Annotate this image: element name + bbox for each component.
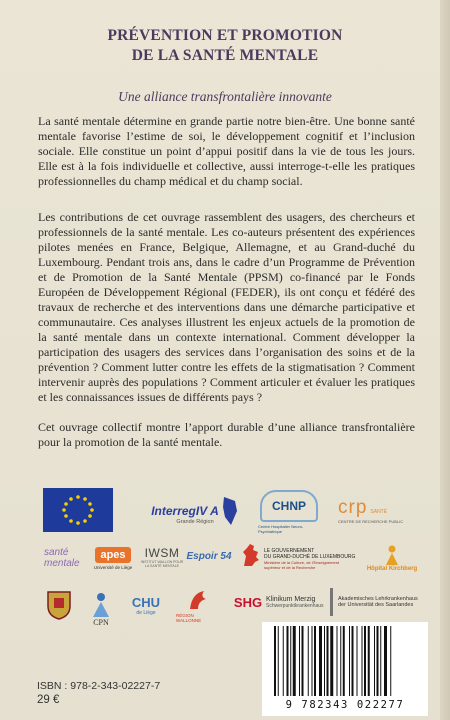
- divider: [330, 588, 333, 616]
- barcode-digits: 9 782343 022277: [285, 699, 405, 711]
- kirchberg-label: Hôpital Kirchberg: [366, 566, 418, 572]
- chu-label: CHU: [131, 594, 161, 610]
- shg-label: SHG: [233, 594, 263, 610]
- iwsm-sub: INSTITUT WALLON POUR LA SANTÉ MENTALE: [140, 560, 184, 568]
- eu-stars-icon: [43, 488, 113, 532]
- sante-mentale-label: santé mentale: [44, 547, 80, 569]
- paragraph-contributions: Les contributions de cet ouvrage rassemblent des usagers, des chercheurs et professionnels de la santé mentale. Les co-auteurs présentent des expériences pilotes menées en France, Belgique, Allemagne, et au Grand-duché du Luxembourg. Pendant trois ans, dans le cadre d’un Programme de Prévention et de Promotion de la Santé Mentale (PPSM) co-financé par le Fonds Européen de Développement Régional (FEDER), ils ont conçu et fédéré des travaux de recherche et des interventions dans une démarche participative et communautaire. Ces analyses illustrent les enjeux actuels de la promotion de la santé mentale dans un contexte international. Comment développer la participation des usagers des services dans l’organisation des soins et de la prévention ? Comment lutter contre les effets de la stigmatisation ? Comment intervenir auprès des populations ? Comment articuler et évaluer les pratiques et les connaissances issues de différents pays ?: [38, 210, 415, 404]
- saarland-university-logo: [338, 590, 428, 614]
- barcode-bars: [272, 626, 418, 698]
- gov-line-2: DU GRAND-DUCHÉ DE LUXEMBOURG: [264, 554, 356, 560]
- figure-icon: [89, 592, 113, 618]
- barcode: [262, 622, 428, 716]
- chu-sub: de Liège: [136, 609, 156, 616]
- klinikum-merzig-logo: [266, 590, 328, 614]
- luxembourg-lion-icon: [240, 542, 262, 568]
- subtitle: Une alliance transfrontalière innovante: [118, 89, 332, 104]
- crp-sub: CENTRE DE RECHERCHE PUBLIC: [338, 518, 404, 524]
- chnp-sub: Centre Hospitalier Neuro-Psychiatrique: [258, 524, 304, 534]
- title-line-1: PRÉVENTION ET PROMOTION: [107, 27, 343, 44]
- crp-sante-logo: [338, 488, 416, 532]
- chu-liege-logo: [126, 590, 166, 620]
- merzig-line-1: Klinikum Merzig: [266, 595, 316, 603]
- paragraph-conclusion: Cet ouvrage collectif montre l’apport durable d’une alliance transfrontalière pour la promotion de la santé mentale.: [38, 420, 415, 449]
- gov-line-1: LE GOUVERNEMENT: [264, 548, 315, 554]
- interreg-logo: [150, 486, 240, 534]
- crp-label: crp: [338, 496, 368, 518]
- iwsm-label: IWSM: [144, 546, 180, 560]
- gov-line-3: Ministère de la Culture, de l'Enseignement supérieur et de la Recherche: [264, 560, 340, 570]
- cpn-logo: [84, 588, 118, 630]
- rooster-icon: [186, 587, 210, 613]
- espoir-label: Espoir 54: [186, 550, 232, 562]
- apes-label: apes: [95, 547, 130, 563]
- chnp-logo: [258, 490, 320, 534]
- apes-sub: Université de Liège: [93, 564, 133, 570]
- wallonie-label: RÉGION WALLONNE: [176, 613, 202, 623]
- person-icon: [384, 544, 400, 566]
- hopital-kirchberg-logo: [362, 538, 422, 578]
- interreg-sub: Grande Région: [176, 519, 214, 525]
- interreg-label: InterregIV A: [151, 504, 219, 518]
- map-icon: [221, 495, 239, 527]
- saarland-line-2: der Universität des Saarlandes: [338, 602, 414, 608]
- region-wallonne-logo: [176, 586, 220, 624]
- paragraph-intro: La santé mentale détermine en grande partie notre bien-être. Une bonne santé mentale favorise l’estime de soi, le développement cognitif et l’inclusion sociale. Elle constitue un point d’appui positif dans la vie de tous les jours. Elle est à la fois individuelle et collective, aussi interroge-t-elle les pratiques professionnelles du champ médical et du champ social.: [38, 114, 415, 188]
- eu-flag-logo: [43, 488, 113, 532]
- sante-mentale-logo: [40, 540, 88, 576]
- isbn: ISBN : 978-2-343-02227-7: [37, 680, 161, 692]
- apes-logo: [92, 542, 134, 574]
- espoir54-logo: [186, 540, 232, 572]
- merzig-line-2: Schwerpunktkrankenhaus: [266, 602, 324, 609]
- shg-logo: [232, 590, 264, 614]
- crp-top-label: SANTÉ: [370, 508, 388, 515]
- coat-of-arms-icon: [46, 590, 72, 620]
- cpn-label: CPN: [93, 617, 109, 627]
- saarland-line-1: Akademisches Lehrkrankenhaus: [338, 596, 418, 602]
- iwsm-logo: [140, 540, 184, 574]
- chnp-label: CHNP: [271, 499, 306, 513]
- page-edge: [440, 0, 450, 720]
- price: 29 €: [37, 694, 60, 706]
- luxembourg-government-logo: [264, 539, 358, 579]
- title-line-2: DE LA SANTÉ MENTALE: [131, 47, 319, 64]
